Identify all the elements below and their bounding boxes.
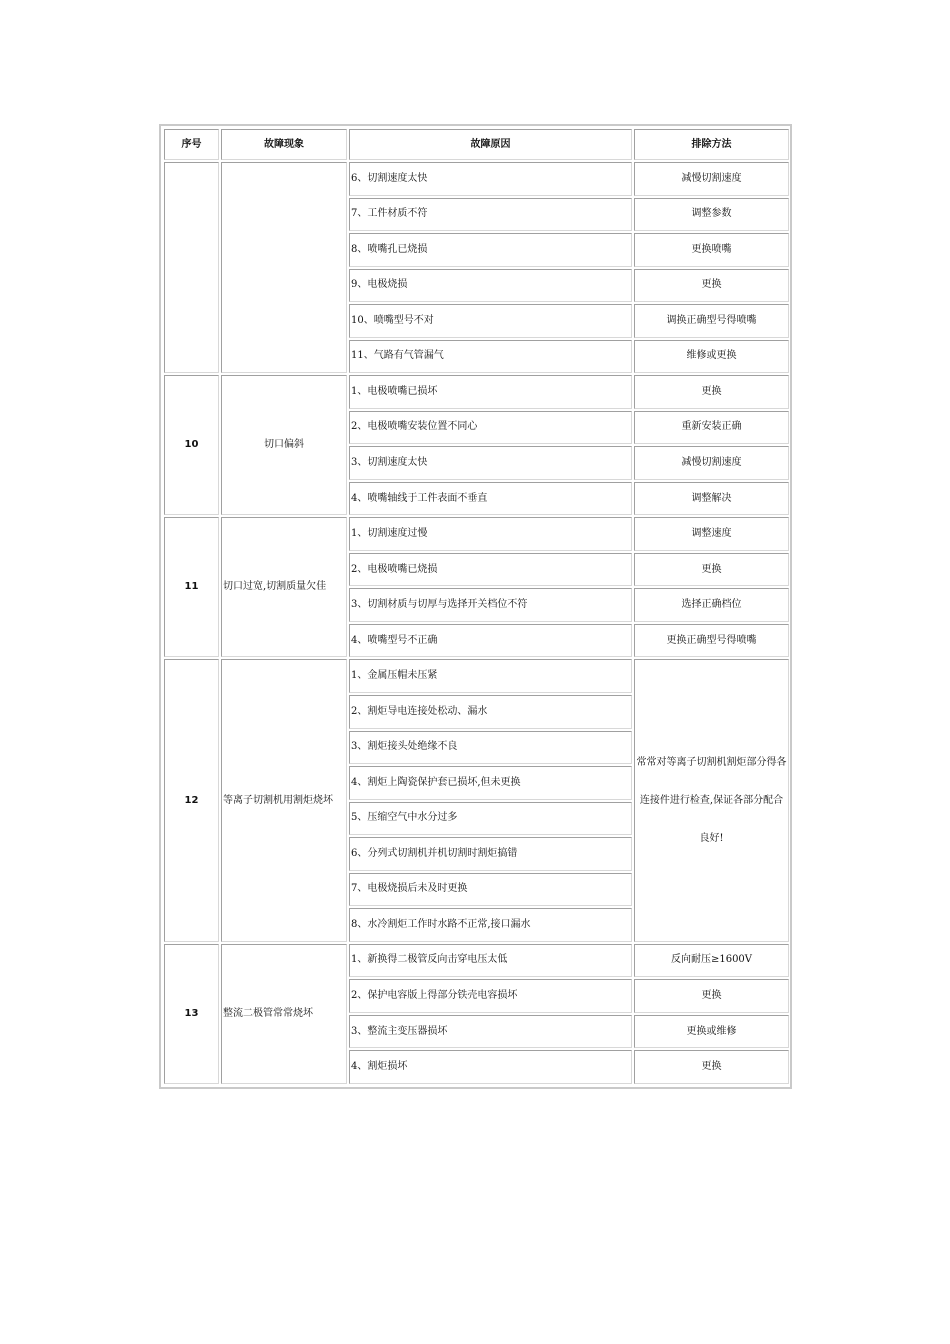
table-row (164, 517, 789, 551)
cause-cell: 1、切割速度过慢 (349, 517, 632, 551)
row-number: 10 (164, 375, 219, 515)
cause-cell: 10、喷嘴型号不对 (349, 304, 632, 338)
header-symptom: 故障现象 (221, 129, 347, 160)
fix-cell: 维修或更换 (634, 340, 789, 374)
cause-cell: 11、气路有气管漏气 (349, 340, 632, 374)
table-row (164, 375, 789, 409)
cause-cell: 1、电极喷嘴已损坏 (349, 375, 632, 409)
cause-cell: 6、切割速度太快 (349, 162, 632, 196)
fix-cell: 更换 (634, 979, 789, 1013)
fix-cell: 重新安装正确 (634, 411, 789, 445)
fault-table (162, 127, 791, 1086)
cause-cell: 6、分列式切割机并机切割时割炬搞错 (349, 837, 632, 871)
fix-cell: 更换喷嘴 (634, 233, 789, 267)
cause-cell: 8、水冷割炬工作时水路不正常,接口漏水 (349, 908, 632, 942)
cause-cell: 7、工件材质不符 (349, 198, 632, 232)
fix-cell: 更换或维修 (634, 1015, 789, 1049)
cause-cell: 2、电极喷嘴安装位置不同心 (349, 411, 632, 445)
cause-cell: 5、压缩空气中水分过多 (349, 802, 632, 836)
cause-cell: 7、电极烧损后未及时更换 (349, 873, 632, 907)
cause-cell: 2、电极喷嘴已烧损 (349, 553, 632, 587)
table-row (164, 659, 789, 693)
cause-cell: 1、金属压帽未压紧 (349, 659, 632, 693)
cause-cell: 4、喷嘴轴线于工件表面不垂直 (349, 482, 632, 516)
cause-cell: 3、切割速度太快 (349, 446, 632, 480)
header-row (164, 129, 789, 160)
cause-cell: 9、电极烧损 (349, 269, 632, 303)
fix-cell: 更换 (634, 1050, 789, 1084)
fix-cell: 更换 (634, 375, 789, 409)
fix-cell: 反向耐压≥1600V (634, 944, 789, 978)
fix-note-cell: 常常对等离子切割机割炬部分得各连接件进行检查,保证各部分配合良好! (634, 659, 789, 941)
fix-cell: 更换正确型号得喷嘴 (634, 624, 789, 658)
cause-cell: 8、喷嘴孔已烧损 (349, 233, 632, 267)
table-row (164, 162, 789, 196)
cause-cell: 1、新换得二极管反向击穿电压太低 (349, 944, 632, 978)
fix-cell: 更换 (634, 553, 789, 587)
symptom-cell: 切口过宽,切割质量欠佳 (221, 517, 347, 657)
fix-cell: 调整参数 (634, 198, 789, 232)
header-no: 序号 (164, 129, 219, 160)
fix-cell: 调换正确型号得喷嘴 (634, 304, 789, 338)
symptom-cell: 整流二极管常常烧坏 (221, 944, 347, 1084)
fix-cell: 调整解决 (634, 482, 789, 516)
row-number: 12 (164, 659, 219, 941)
header-cause: 故障原因 (349, 129, 632, 160)
table-row (164, 944, 789, 978)
cause-cell: 4、割炬损坏 (349, 1050, 632, 1084)
row-number: 11 (164, 517, 219, 657)
cause-cell: 3、整流主变压器损坏 (349, 1015, 632, 1049)
fix-cell: 调整速度 (634, 517, 789, 551)
row-number (164, 162, 219, 373)
symptom-cell: 等离子切割机用割炬烧坏 (221, 659, 347, 941)
cause-cell: 2、保护电容版上得部分铁壳电容损坏 (349, 979, 632, 1013)
row-number: 13 (164, 944, 219, 1084)
fix-cell: 选择正确档位 (634, 588, 789, 622)
symptom-cell: 切口偏斜 (221, 375, 347, 515)
cause-cell: 4、割炬上陶瓷保护套已损坏,但未更换 (349, 766, 632, 800)
cause-cell: 4、喷嘴型号不正确 (349, 624, 632, 658)
symptom-cell (221, 162, 347, 373)
cause-cell: 3、割炬接头处绝缘不良 (349, 731, 632, 765)
cause-cell: 2、割炬导电连接处松动、漏水 (349, 695, 632, 729)
cause-cell: 3、切割材质与切厚与选择开关档位不符 (349, 588, 632, 622)
fix-cell: 更换 (634, 269, 789, 303)
fix-cell: 减慢切割速度 (634, 162, 789, 196)
header-fix: 排除方法 (634, 129, 789, 160)
fix-cell: 减慢切割速度 (634, 446, 789, 480)
